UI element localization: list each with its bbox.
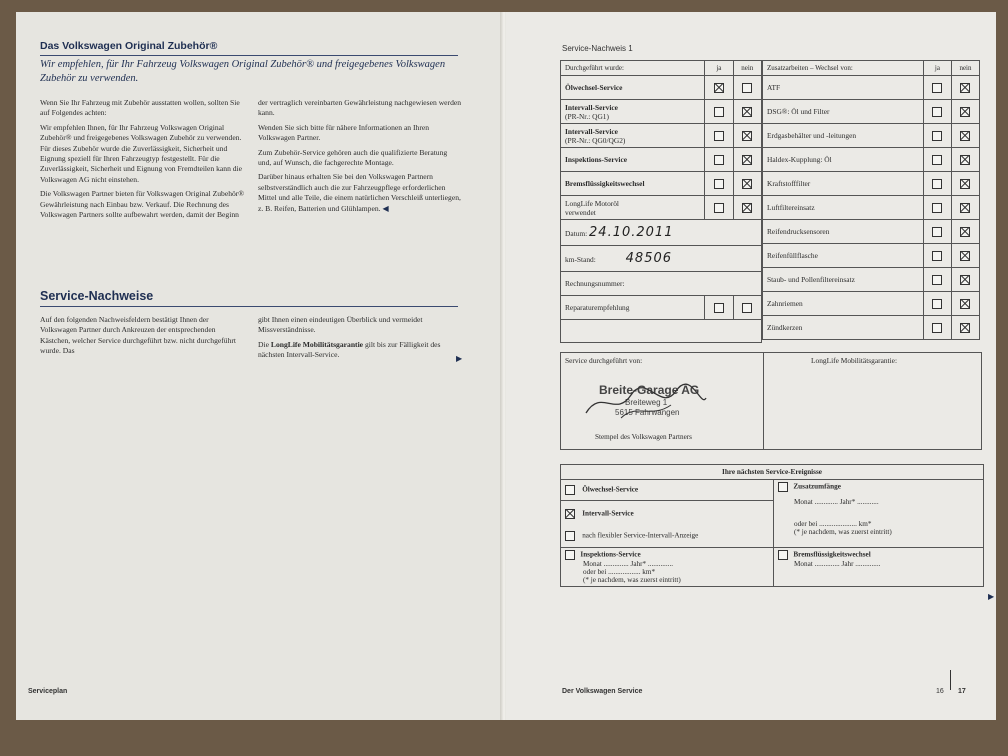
km-row xyxy=(561,246,762,272)
event-label: Inspektions-Service xyxy=(580,550,641,559)
nein-cell xyxy=(733,296,761,320)
checkbox-checked[interactable] xyxy=(960,179,970,189)
checkbox[interactable] xyxy=(932,131,942,141)
rechnung-cell: Rechnungsnummer: xyxy=(561,272,762,296)
paragraph: Wenn Sie Ihr Fahrzeug mit Zubehör ausstatten wollen, sollten Sie auf Folgendes achten: xyxy=(40,98,240,118)
service-nachweise-title: Service-Nachweise xyxy=(40,289,154,303)
performed-table xyxy=(560,60,762,343)
table-row xyxy=(561,148,762,172)
text: Die xyxy=(258,339,271,349)
ja-cell xyxy=(923,172,951,196)
event-label: Intervall-Service xyxy=(582,509,634,518)
rechnung-row xyxy=(561,272,762,296)
checkbox[interactable] xyxy=(932,155,942,165)
longlife-term: LongLife Mobilitätsgarantie xyxy=(270,339,364,349)
datum-value[interactable]: 24.10.2011 xyxy=(589,225,674,240)
ja-cell xyxy=(923,76,951,100)
service-sub: verwendet xyxy=(565,207,596,217)
checkbox-checked[interactable] xyxy=(960,203,970,213)
text: gilt bis zur Fälligkeit des nächsten Intervall-Service. xyxy=(258,339,441,360)
events-left-cell xyxy=(561,548,774,587)
blank-row xyxy=(561,320,762,343)
checkbox-checked[interactable] xyxy=(742,107,752,117)
nein-cell xyxy=(951,268,979,292)
ja-cell xyxy=(923,220,951,244)
nein-cell xyxy=(951,100,979,124)
paragraph: gibt Ihnen einen eindeutigen Überblick und vermeidet Missverständnisse. xyxy=(258,315,423,335)
work-label: Erdgasbehälter und -leitungen xyxy=(763,124,924,148)
page-number-17: 17 xyxy=(958,688,966,695)
work-label: DSG®: Öl und Filter xyxy=(763,100,924,124)
table-row xyxy=(561,196,762,220)
nein-cell xyxy=(951,196,979,220)
reparatur-label: Reparaturempfehlung xyxy=(561,296,705,320)
events-header xyxy=(561,465,984,480)
ja-cell xyxy=(923,268,951,292)
checkbox-checked[interactable] xyxy=(960,227,970,237)
events-title: Ihre nächsten Service-Ereignisse xyxy=(561,465,984,480)
event-date-fields: Monat .............. Jahr* .............. xyxy=(583,560,674,568)
checkbox[interactable] xyxy=(932,227,942,237)
checkbox-checked[interactable] xyxy=(742,179,752,189)
nein-cell xyxy=(733,148,761,172)
service-sub: (PR-Nr.: QG0/QG2) xyxy=(565,135,626,145)
service-nachweis-heading: Service-Nachweis 1 xyxy=(562,44,633,53)
ja-cell xyxy=(705,196,733,220)
paragraph xyxy=(258,172,462,214)
ja-cell xyxy=(705,100,733,124)
checkbox[interactable] xyxy=(932,323,942,333)
event-oel xyxy=(561,480,773,501)
checkbox[interactable] xyxy=(714,303,724,313)
nein-cell xyxy=(733,124,761,148)
checkbox[interactable] xyxy=(932,83,942,93)
service-sub: (PR-Nr.: QG1) xyxy=(565,111,609,121)
work-label: ATF xyxy=(763,76,924,100)
checkbox[interactable] xyxy=(778,550,788,560)
header-ja: ja xyxy=(705,61,733,76)
ja-cell xyxy=(923,316,951,340)
footer-serviceplan: Serviceplan xyxy=(28,688,68,695)
nein-cell xyxy=(733,196,761,220)
paragraph: Auf den folgenden Nachweisfeldern bestätigt Ihnen der Volkswagen Partner durch Ankreuzen der entsprechenden Kästchen, welcher Service durchgeführt bzw. nicht durchgeführt wurde. Das xyxy=(40,315,237,356)
events-row xyxy=(561,480,984,548)
checkbox[interactable] xyxy=(932,203,942,213)
nein-cell xyxy=(733,76,761,100)
continue-arrow-icon: ◀ xyxy=(382,203,389,213)
footer-volkswagen-service: Der Volkswagen Service xyxy=(562,688,643,695)
table-row xyxy=(763,172,980,196)
table-row xyxy=(763,268,980,292)
checkbox[interactable] xyxy=(742,83,752,93)
table-row xyxy=(763,220,980,244)
datum-cell xyxy=(561,220,762,246)
checkbox[interactable] xyxy=(932,251,942,261)
event-date-fields: Monat ............. Jahr* ............ xyxy=(794,498,879,506)
event-label: Bremsflüssigkeitswechsel xyxy=(793,550,871,559)
work-label: Reifendrucksensoren xyxy=(763,220,924,244)
checkbox-checked[interactable] xyxy=(960,275,970,285)
page-number-divider xyxy=(950,670,951,690)
event-zusatz xyxy=(778,482,979,492)
nein-cell xyxy=(951,244,979,268)
sn-column-1 xyxy=(40,315,246,361)
checkbox-checked[interactable] xyxy=(960,107,970,117)
paragraph: Wir empfehlen Ihnen, für Ihr Fahrzeug Volkswagen Original Zubehör® und freigegebenes Volkswagen Zubehör zu verwenden. Für dieses Zubehör wurde die Zuverlässigkeit, Sicherheit und Eignung speziell für Ihren Fahrzeugtyp festgestellt. Für die Zuverlässigkeit, Sicherheit und Eignung von Fremdteilen kann die Volkswagen AG nicht einstehen. xyxy=(40,122,243,184)
ja-cell xyxy=(923,292,951,316)
paragraph: Wenden Sie sich bitte für nähere Informationen an Ihren Volkswagen Partner. xyxy=(258,122,430,143)
checkbox-checked[interactable] xyxy=(960,299,970,309)
nein-cell xyxy=(951,316,979,340)
checkbox-checked[interactable] xyxy=(960,323,970,333)
row-label xyxy=(561,148,705,172)
checkbox[interactable] xyxy=(714,179,724,189)
ja-cell xyxy=(923,148,951,172)
event-flex xyxy=(561,525,773,547)
checkbox[interactable] xyxy=(714,131,724,141)
ja-cell xyxy=(705,148,733,172)
work-label: Luftfiltereinsatz xyxy=(763,196,924,220)
accessory-column-1 xyxy=(40,98,246,224)
header-nein: nein xyxy=(733,61,761,76)
paragraph xyxy=(258,340,462,361)
header-nein: nein xyxy=(951,61,979,76)
service-by-box xyxy=(561,353,764,449)
table-header xyxy=(561,61,762,76)
nein-cell xyxy=(733,100,761,124)
checkbox[interactable] xyxy=(714,155,724,165)
nein-cell xyxy=(951,220,979,244)
row-label xyxy=(561,196,705,220)
service-name: Bremsflüssigkeitswechsel xyxy=(565,179,645,188)
longlife-label: LongLife Mobilitätsgarantie: xyxy=(811,356,897,365)
table-row xyxy=(763,292,980,316)
ja-cell xyxy=(923,100,951,124)
header-label: Durchgeführt wurde: xyxy=(561,61,705,76)
table-row xyxy=(561,172,762,196)
paragraph: Zum Zubehör-Service gehören auch die qualifizierte Beratung und, auf Wunsch, die fachgerechte Montage. xyxy=(258,147,448,168)
table-row xyxy=(763,100,980,124)
header-ja: ja xyxy=(923,61,951,76)
km-value[interactable]: 48506 xyxy=(625,251,673,266)
service-name: Intervall-Service xyxy=(565,102,618,112)
checkbox[interactable] xyxy=(565,531,575,541)
datum-row xyxy=(561,220,762,246)
nein-cell xyxy=(951,292,979,316)
stamp-area xyxy=(560,352,982,450)
table-row xyxy=(763,316,980,340)
row-label xyxy=(561,100,705,124)
event-note: (* je nachdem, was zuerst eintritt) xyxy=(794,528,892,536)
header-label: Zusatzarbeiten – Wechsel von: xyxy=(763,61,924,76)
checkbox[interactable] xyxy=(932,107,942,117)
signature-image xyxy=(581,383,711,423)
table-header xyxy=(763,61,980,76)
event-km-field: oder bei .................. km* xyxy=(583,568,656,576)
additional-work-table xyxy=(762,60,980,340)
events-row xyxy=(561,548,984,587)
table-row xyxy=(561,124,762,148)
next-page-arrow-icon: ▶ xyxy=(988,592,995,601)
ja-cell xyxy=(923,244,951,268)
events-right-cell xyxy=(774,548,984,587)
km-cell xyxy=(561,246,762,272)
work-label: Zahnriemen xyxy=(763,292,924,316)
service-name: Inspektions-Service xyxy=(565,155,628,164)
blank-cell xyxy=(561,320,762,343)
checkbox-checked[interactable] xyxy=(565,509,575,519)
sn-column-2 xyxy=(258,315,462,365)
table-row xyxy=(763,76,980,100)
event-note: (* je nachdem, was zuerst eintritt) xyxy=(583,576,681,584)
row-label xyxy=(561,172,705,196)
table-row xyxy=(763,244,980,268)
paragraph-text: Darüber hinaus erhalten Sie bei den Volkswagen Partnern selbstverständlich auch die zur Fahrzeugpflege erforderlichen Mittel und alle Teile, die einem natürlichen Verschleiß unterliegen, z. B. Reifen, Batterien und Glühlampen. xyxy=(258,172,461,213)
row-label xyxy=(561,76,705,100)
ja-cell xyxy=(923,124,951,148)
checkbox-checked[interactable] xyxy=(742,131,752,141)
checkbox-checked[interactable] xyxy=(714,83,724,93)
checkbox[interactable] xyxy=(565,550,575,560)
checkbox[interactable] xyxy=(932,299,942,309)
checkbox[interactable] xyxy=(714,203,724,213)
nein-cell xyxy=(951,148,979,172)
checkbox-checked[interactable] xyxy=(960,131,970,141)
checkbox-checked[interactable] xyxy=(960,155,970,165)
work-label: Kraftstofffilter xyxy=(763,172,924,196)
event-km-field: oder bei ..................... km* xyxy=(794,520,872,528)
reparatur-row xyxy=(561,296,762,320)
ja-cell xyxy=(705,296,733,320)
events-right-cell xyxy=(774,480,984,548)
accessory-column-2 xyxy=(258,98,462,218)
stamp-name: Breite-Garage AG xyxy=(599,383,700,397)
section-rule xyxy=(40,306,458,307)
checkbox[interactable] xyxy=(565,485,575,495)
checkbox[interactable] xyxy=(714,107,724,117)
page-number-16: 16 xyxy=(936,688,944,695)
checkbox-checked[interactable] xyxy=(960,83,970,93)
ja-cell xyxy=(923,196,951,220)
table-row xyxy=(763,196,980,220)
service-name: LongLife Motoröl xyxy=(565,198,619,208)
checkbox[interactable] xyxy=(932,179,942,189)
service-name: Ölwechsel-Service xyxy=(565,83,623,92)
event-label: Zusatzumfänge xyxy=(793,482,841,491)
nein-cell xyxy=(951,124,979,148)
next-events-table xyxy=(560,464,984,587)
title-rule xyxy=(40,55,458,56)
checkbox-checked[interactable] xyxy=(742,203,752,213)
service-name: Intervall-Service xyxy=(565,126,618,136)
events-left-cell xyxy=(561,480,774,548)
work-label: Zündkerzen xyxy=(763,316,924,340)
datum-label: Datum: xyxy=(565,229,588,238)
stamp-address-2: 5615 Fahrwangen xyxy=(615,408,680,417)
nein-cell xyxy=(951,76,979,100)
work-label: Reifenfüllflasche xyxy=(763,244,924,268)
event-label: Ölwechsel-Service xyxy=(582,485,639,494)
ja-cell xyxy=(705,76,733,100)
row-label xyxy=(561,124,705,148)
accessory-title: Das Volkswagen Original Zubehör® xyxy=(40,40,218,52)
accessory-intro: Wir empfehlen, für Ihr Fahrzeug Volkswagen Original Zubehör® und freigegebenes Volkswagen Zubehör zu verwenden. xyxy=(40,59,446,84)
checkbox[interactable] xyxy=(932,275,942,285)
paragraph: Die Volkswagen Partner bieten für Volkswagen Original Zubehör® Gewährleistung nach Einbau bzw. Verkauf. Die Rechnung des Volkswagen Partners sollte aufbewahrt werden, damit der Beginn xyxy=(40,189,245,220)
table-row xyxy=(763,124,980,148)
next-page-arrow-icon: ▶ xyxy=(456,354,463,363)
work-label: Haldex-Kupplung: Öl xyxy=(763,148,924,172)
right-page xyxy=(506,12,996,720)
ja-cell xyxy=(705,172,733,196)
checkbox[interactable] xyxy=(778,482,788,492)
stamp-address-1: Breiteweg 1 xyxy=(625,398,668,407)
event-label: nach flexibler Service-Intervall-Anzeige xyxy=(582,531,699,540)
event-intervall xyxy=(561,501,773,525)
work-label: Staub- und Pollenfiltereinsatz xyxy=(763,268,924,292)
paragraph: der vertraglich vereinbarten Gewährleistung nachgewiesen werden kann. xyxy=(258,98,462,118)
checkbox-checked[interactable] xyxy=(742,155,752,165)
nein-cell xyxy=(733,172,761,196)
event-date-fields: Monat .............. Jahr .............. xyxy=(794,560,881,568)
stamp-caption: Stempel des Volkswagen Partners xyxy=(595,433,692,441)
service-by-label: Service durchgeführt von: xyxy=(565,356,643,365)
table-row xyxy=(561,76,762,100)
table-row xyxy=(763,148,980,172)
ja-cell xyxy=(705,124,733,148)
table-row xyxy=(561,100,762,124)
checkbox-checked[interactable] xyxy=(960,251,970,261)
checkbox[interactable] xyxy=(742,303,752,313)
km-label: km-Stand: xyxy=(565,255,596,264)
left-page xyxy=(16,12,502,720)
nein-cell xyxy=(951,172,979,196)
